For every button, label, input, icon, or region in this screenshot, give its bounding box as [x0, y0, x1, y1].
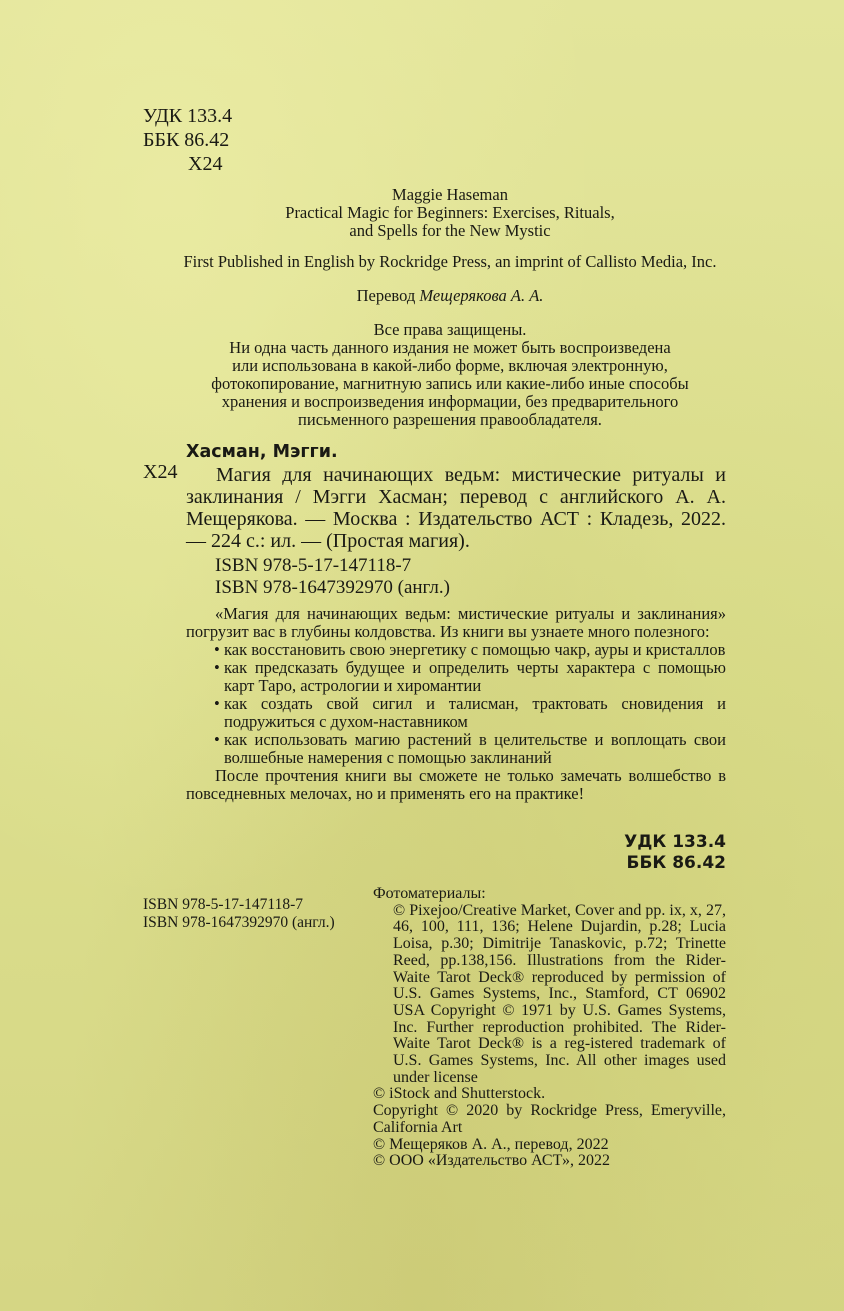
author-sign: Х24	[188, 153, 223, 175]
classification-codes-bold	[560, 832, 726, 874]
rights-line: хранения и воспроизведения информации, без предварительного	[221, 392, 679, 411]
udk-code-bold: УДК 133.4	[624, 832, 726, 852]
list-item	[186, 641, 726, 659]
catalog-author: Хасман, Мэгги.	[186, 442, 338, 462]
isbn-russian: ISBN 978-5-17-147118-7	[215, 555, 412, 576]
bullet-text: как восстановить свою энергетику с помощью чакр, ауры и кристаллов	[224, 640, 726, 659]
isbn-english: ISBN 978-1647392970 (англ.)	[215, 577, 450, 598]
list-item	[186, 731, 726, 767]
photo-credits-title: Фотоматериалы:	[373, 885, 486, 902]
catalog-isbns	[215, 555, 450, 599]
rights-line: Ни одна часть данного издания не может быть воспроизведена	[229, 338, 671, 357]
translator-name: Мещерякова А. А.	[419, 286, 544, 305]
abstract-bullet-list	[186, 641, 726, 767]
bullet-icon: •	[214, 658, 220, 677]
bullet-icon: •	[214, 730, 220, 749]
imprint-isbn-russian: ISBN 978-5-17-147118-7	[143, 896, 304, 913]
translator-prefix: Перевод	[356, 286, 416, 305]
rights-line: фотокопирование, магнитную запись или какие-либо иные способы	[211, 374, 689, 393]
catalog-author-sign: Х24	[143, 461, 178, 483]
book-abstract	[186, 605, 726, 803]
bbk-code: ББК 86.42	[143, 129, 230, 151]
abstract-intro: «Магия для начинающих ведьм: мистические ритуалы и заклинания» погрузит вас в глубины колдовства. Из книги вы узнаете много полезного:	[186, 604, 726, 641]
bullet-text: как использовать магию растений в целительстве и воплощать свои волшебные намерения с помощью заклинаний	[224, 730, 726, 767]
rights-notice	[100, 321, 800, 429]
bullet-text: как создать свой сигил и талисман, трактовать сновидения и подружиться с духом-наставником	[224, 694, 726, 731]
bullet-icon: •	[214, 640, 220, 659]
udk-code: УДК 133.4	[143, 105, 233, 127]
catalog-description: Магия для начинающих ведьм: мистические ритуалы и заклинания / Мэгги Хасман; перевод с английского А. А. Мещерякова. — Москва : Издательство АСТ : Кладезь, 2022. — 224 с.: ил. — (Простая магия).	[186, 464, 726, 552]
stock-credit: © iStock and Shutterstock.	[373, 1085, 546, 1103]
copyright-translation: © Мещеряков А. А., перевод, 2022	[373, 1135, 609, 1153]
list-item	[186, 659, 726, 695]
catalog-card	[186, 441, 726, 552]
rights-title: Все права защищены.	[373, 320, 527, 339]
imprint-isbns	[143, 896, 335, 932]
photo-credits	[373, 886, 726, 1170]
list-item	[186, 695, 726, 731]
copyright-original: Copyright © 2020 by Rockridge Press, Emeryville, California Art	[373, 1102, 726, 1136]
bbk-code-bold: ББК 86.42	[626, 853, 726, 873]
first-published-note: First Published in English by Rockridge Press, an imprint of Callisto Media, Inc.	[183, 252, 717, 271]
original-title-line1: Practical Magic for Beginners: Exercises, Rituals,	[285, 203, 615, 222]
original-author: Maggie Haseman	[392, 185, 508, 204]
original-edition	[100, 186, 800, 240]
bullet-icon: •	[214, 694, 220, 713]
abstract-conclusion: После прочтения книги вы сможете не только замечать волшебство в повседневных мелочах, но и применять его на практике!	[186, 766, 726, 803]
imprint-isbn-english: ISBN 978-1647392970 (англ.)	[143, 914, 335, 931]
copyright-publisher: © ООО «Издательство АСТ», 2022	[373, 1152, 610, 1170]
rights-line: или использована в какой-либо форме, включая электронную,	[232, 356, 668, 375]
bullet-text: как предсказать будущее и определить черты характера с помощью карт Таро, астрологии и хиромантии	[224, 658, 726, 695]
original-title-line2: and Spells for the New Mystic	[349, 221, 551, 240]
classification-codes	[143, 104, 232, 176]
rights-line: письменного разрешения правообладателя.	[298, 410, 602, 429]
photo-credits-text: © Pixejoo/Creative Market, Cover and pp. ix, x, 27, 46, 100, 111, 136; Helene Dujardin, p.28; Lucia Loisa, p.30; Dimitrije Tanaskovic, p.72; Trinette Reed, pp.138,156. Illustrations from the Rider-Waite Tarot Deck® reproduced by permission of U.S. Games Systems, Inc., Stamford, CT 06902 USA Copyright © 1971 by U.S. Games Systems, Inc. Further reproduction prohibited. The Rider-Waite Tarot Deck® is a reg-istered trademark of U.S. Games Systems, Inc. All other images used under license	[393, 901, 726, 1086]
translator-credit	[100, 287, 800, 305]
